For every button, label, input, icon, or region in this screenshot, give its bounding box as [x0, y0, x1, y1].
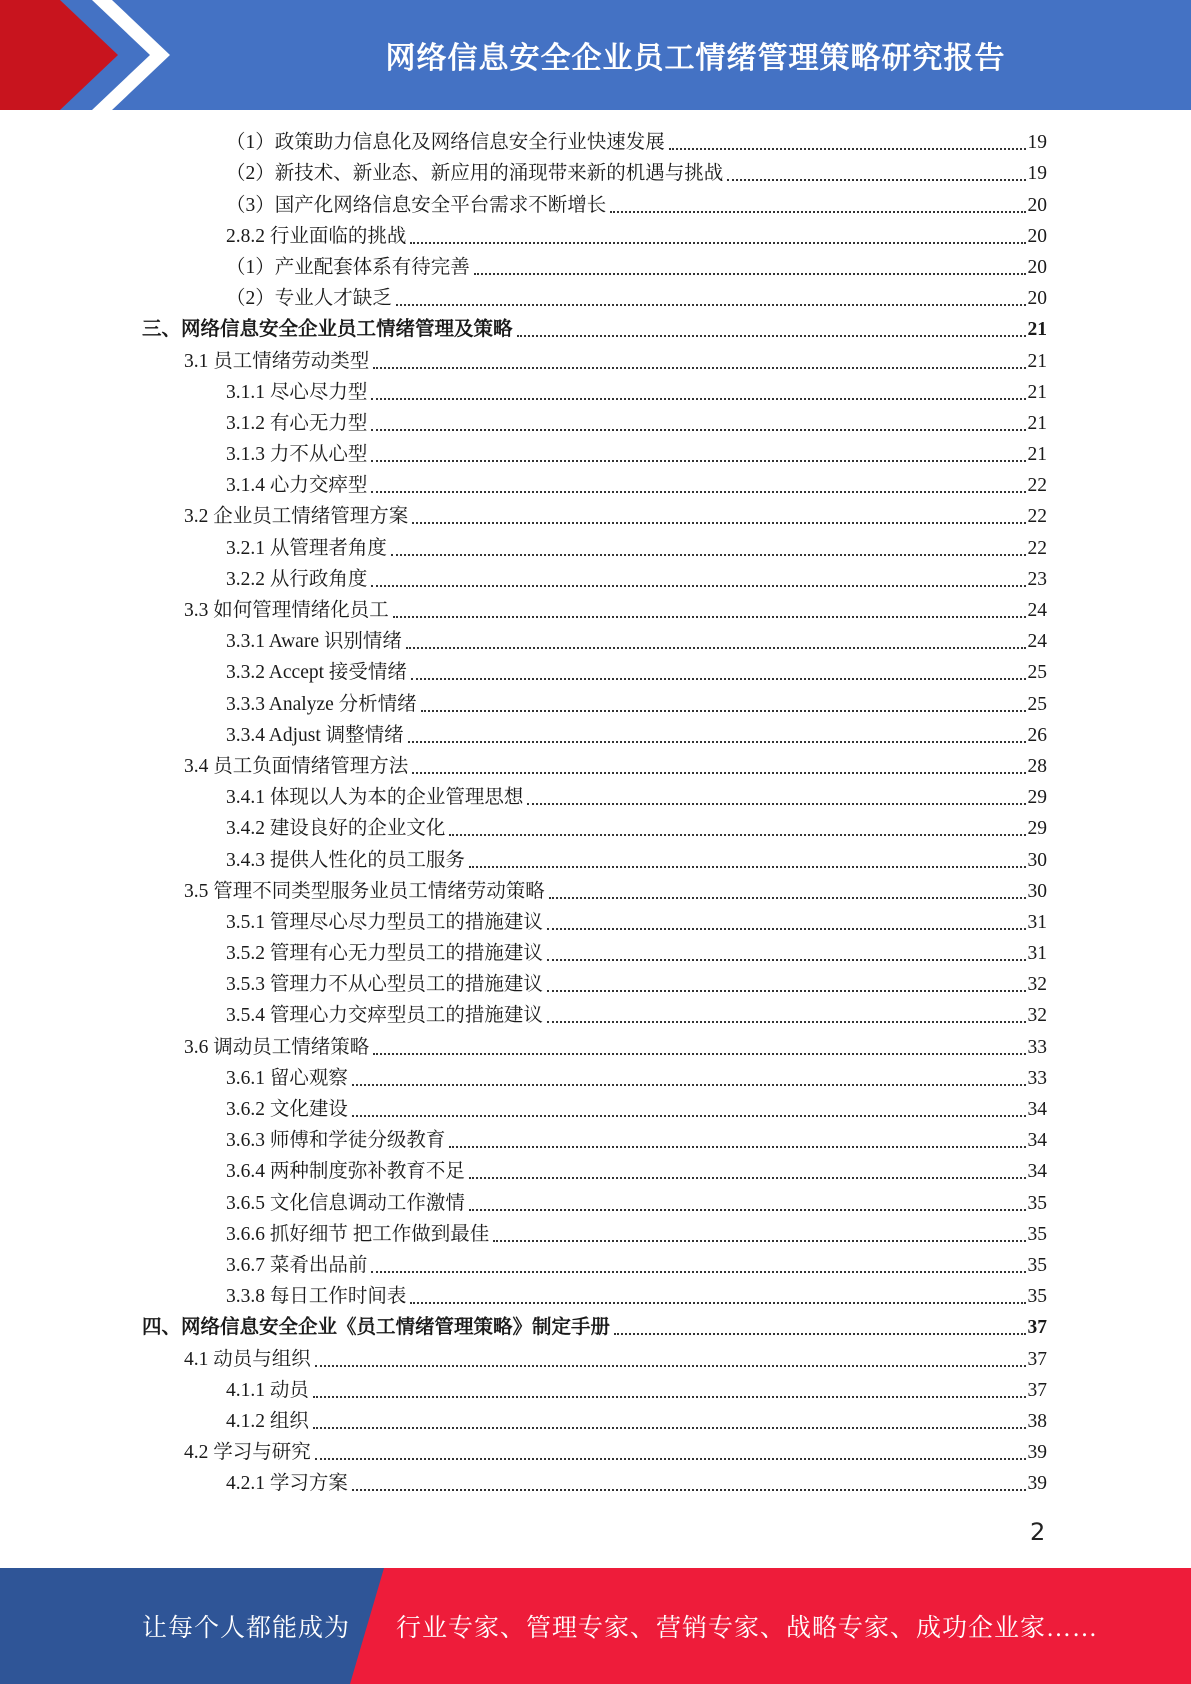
toc-leader-dots — [421, 710, 1026, 712]
toc-entry[interactable] — [142, 1000, 1047, 1031]
footer-slogan-left: 让每个人都能成为 — [142, 1615, 351, 1642]
toc-entry[interactable] — [142, 1468, 1047, 1499]
toc-entry-page: 34 — [1027, 1161, 1047, 1183]
toc-leader-dots — [371, 585, 1025, 587]
toc-entry-page: 22 — [1027, 537, 1047, 559]
toc-leader-dots — [410, 242, 1025, 244]
toc-entry-title: 3.5.4 管理心力交瘁型员工的措施建议 — [226, 1005, 543, 1027]
toc-entry-title: 3.6.1 留心观察 — [226, 1067, 348, 1089]
toc-entry[interactable] — [142, 1437, 1047, 1468]
toc-entry[interactable] — [142, 876, 1047, 907]
toc-entry[interactable] — [142, 782, 1047, 813]
toc-leader-dots — [669, 148, 1026, 150]
toc-leader-dots — [371, 460, 1025, 462]
toc-entry-title: 3.4.1 体现以人为本的企业管理思想 — [226, 787, 524, 809]
toc-leader-dots — [517, 335, 1026, 337]
toc-entry-page: 28 — [1027, 755, 1047, 777]
toc-entry[interactable] — [142, 657, 1047, 688]
toc-entry[interactable] — [142, 501, 1047, 532]
toc-entry-page: 35 — [1027, 1286, 1047, 1308]
toc-entry-page: 31 — [1027, 943, 1047, 965]
toc-entry-title: 4.1 动员与组织 — [184, 1348, 311, 1370]
toc-leader-dots — [371, 1271, 1025, 1273]
toc-entry-title: 3.4 员工负面情绪管理方法 — [184, 755, 409, 777]
toc-leader-dots — [449, 1146, 1025, 1148]
toc-entry[interactable] — [142, 969, 1047, 1000]
toc-entry-page: 35 — [1027, 1254, 1047, 1276]
toc-entry[interactable] — [142, 1187, 1047, 1218]
toc-entry-page: 31 — [1027, 911, 1047, 933]
toc-entry-page: 39 — [1027, 1442, 1047, 1464]
toc-entry[interactable] — [142, 813, 1047, 844]
toc-entry[interactable] — [142, 314, 1047, 345]
toc-entry[interactable] — [142, 252, 1047, 283]
toc-entry[interactable] — [142, 1156, 1047, 1187]
toc-leader-dots — [371, 491, 1025, 493]
toc-leader-dots — [391, 554, 1026, 556]
table-of-contents — [142, 127, 1047, 1499]
toc-entry-page: 33 — [1027, 1067, 1047, 1089]
toc-entry[interactable] — [142, 377, 1047, 408]
page-footer — [0, 1568, 1191, 1684]
toc-entry-title: 3.3.8 每日工作时间表 — [226, 1286, 407, 1308]
toc-entry-title: 3.5.1 管理尽心尽力型员工的措施建议 — [226, 911, 543, 933]
toc-leader-dots — [313, 1427, 1026, 1429]
toc-entry-title: 3.1.3 力不从心型 — [226, 444, 368, 466]
toc-entry-page: 26 — [1027, 724, 1047, 746]
toc-entry[interactable] — [142, 283, 1047, 314]
toc-leader-dots — [315, 1365, 1026, 1367]
toc-entry[interactable] — [142, 345, 1047, 376]
toc-leader-dots — [547, 959, 1026, 961]
toc-leader-dots — [352, 1084, 1026, 1086]
toc-leader-dots — [315, 1458, 1026, 1460]
toc-leader-dots — [408, 741, 1026, 743]
toc-entry[interactable] — [142, 626, 1047, 657]
toc-leader-dots — [727, 179, 1025, 181]
toc-entry-page: 32 — [1027, 974, 1047, 996]
toc-entry-page: 37 — [1027, 1348, 1047, 1370]
toc-entry-title: （2）新技术、新业态、新应用的涌现带来新的机遇与挑战 — [226, 163, 724, 185]
toc-entry-page: 34 — [1027, 1099, 1047, 1120]
toc-leader-dots — [313, 1396, 1026, 1398]
toc-entry-title: 3.4.2 建设良好的企业文化 — [226, 818, 446, 840]
toc-entry[interactable] — [142, 564, 1047, 595]
toc-leader-dots — [412, 772, 1025, 774]
toc-entry-page: 20 — [1027, 256, 1047, 278]
toc-entry-title: 3.6.5 文化信息调动工作激情 — [226, 1192, 465, 1214]
toc-entry-title: 3.1.2 有心无力型 — [226, 412, 368, 434]
toc-entry[interactable] — [142, 938, 1047, 969]
toc-entry-title: 3.1 员工情绪劳动类型 — [184, 350, 370, 372]
toc-entry-page: 23 — [1027, 568, 1047, 590]
toc-entry-title: 3.5.3 管理力不从心型员工的措施建议 — [226, 974, 543, 996]
toc-entry[interactable] — [142, 189, 1047, 220]
toc-leader-dots — [373, 1053, 1025, 1055]
toc-entry[interactable] — [142, 408, 1047, 439]
toc-entry[interactable] — [142, 907, 1047, 938]
toc-entry[interactable] — [142, 1219, 1047, 1250]
toc-entry-title: （1）政策助力信息化及网络信息安全行业快速发展 — [226, 132, 665, 154]
toc-entry-title: 4.2 学习与研究 — [184, 1442, 311, 1464]
toc-leader-dots — [396, 304, 1026, 306]
toc-entry[interactable] — [142, 1094, 1047, 1125]
toc-entry[interactable] — [142, 1312, 1047, 1343]
toc-leader-dots — [412, 522, 1025, 524]
toc-entry-title: 3.6.6 抓好细节 把工作做到最佳 — [226, 1223, 490, 1245]
toc-entry[interactable] — [142, 1406, 1047, 1437]
toc-entry[interactable] — [142, 470, 1047, 501]
toc-entry-page: 20 — [1027, 288, 1047, 310]
toc-entry-page: 22 — [1027, 475, 1047, 497]
footer-slogan-right: 行业专家、管理专家、营销专家、战略专家、成功企业家…… — [396, 1615, 1099, 1642]
toc-entry-title: 3.3.1 Aware 识别情绪 — [226, 631, 402, 653]
toc-entry-page: 37 — [1027, 1317, 1047, 1339]
toc-entry-title: 3.3 如何管理情绪化员工 — [184, 600, 389, 621]
toc-entry-title: （2）专业人才缺乏 — [226, 288, 392, 310]
toc-entry-title: （3）国产化网络信息安全平台需求不断增长 — [226, 194, 607, 216]
toc-entry[interactable] — [142, 439, 1047, 470]
toc-entry-page: 33 — [1027, 1036, 1047, 1058]
page-number: 2 — [1030, 1518, 1046, 1546]
toc-entry-page: 20 — [1027, 225, 1047, 247]
toc-leader-dots — [474, 273, 1026, 275]
toc-entry-page: 21 — [1027, 412, 1047, 434]
toc-leader-dots — [493, 1240, 1025, 1242]
toc-leader-dots — [614, 1333, 1025, 1335]
toc-entry-page: 32 — [1027, 1005, 1047, 1027]
toc-entry-page: 22 — [1027, 506, 1047, 528]
toc-entry-title: 3.6.4 两种制度弥补教育不足 — [226, 1161, 465, 1183]
toc-entry-title: 3.1.4 心力交瘁型 — [226, 475, 368, 497]
toc-entry-title: 3.2.1 从管理者角度 — [226, 537, 387, 559]
toc-leader-dots — [547, 990, 1026, 992]
toc-entry-page: 30 — [1027, 880, 1047, 902]
toc-leader-dots — [547, 928, 1026, 930]
toc-entry-page: 29 — [1027, 787, 1047, 809]
toc-entry-page: 21 — [1027, 381, 1047, 403]
toc-entry-title: 三、网络信息安全企业员工情绪管理及策略 — [142, 319, 513, 341]
toc-leader-dots — [406, 647, 1026, 649]
toc-entry[interactable] — [142, 751, 1047, 782]
toc-entry-title: 3.6.3 师傅和学徒分级教育 — [226, 1130, 446, 1152]
toc-entry-title: 3.1.1 尽心尽力型 — [226, 381, 368, 403]
toc-entry-title: 3.5.2 管理有心无力型员工的措施建议 — [226, 943, 543, 965]
page-header — [0, 0, 1191, 110]
toc-entry-page: 21 — [1027, 350, 1047, 372]
toc-entry-page: 39 — [1027, 1473, 1047, 1495]
toc-leader-dots — [371, 429, 1025, 431]
toc-entry-title: 4.2.1 学习方案 — [226, 1473, 348, 1495]
toc-entry[interactable] — [142, 844, 1047, 875]
toc-entry[interactable] — [142, 1250, 1047, 1281]
toc-entry-page: 19 — [1027, 132, 1047, 154]
toc-entry[interactable] — [142, 127, 1047, 158]
toc-leader-dots — [373, 367, 1025, 369]
toc-entry[interactable] — [142, 1063, 1047, 1094]
toc-entry[interactable] — [142, 158, 1047, 189]
toc-entry-page: 30 — [1027, 849, 1047, 871]
toc-entry-title: （1）产业配套体系有待完善 — [226, 256, 470, 278]
toc-leader-dots — [469, 1177, 1026, 1179]
toc-leader-dots — [547, 1021, 1026, 1023]
toc-leader-dots — [410, 1302, 1025, 1304]
toc-entry-title: 3.3.3 Analyze 分析情绪 — [226, 693, 417, 715]
toc-entry-page: 37 — [1027, 1379, 1047, 1401]
toc-entry[interactable] — [142, 595, 1047, 626]
toc-entry[interactable] — [142, 1375, 1047, 1406]
toc-entry-page: 25 — [1027, 693, 1047, 715]
toc-entry-title: 3.6.7 菜肴出品前 — [226, 1254, 368, 1276]
toc-entry-title: 3.6.2 文化建设 — [226, 1099, 348, 1120]
toc-leader-dots — [610, 211, 1025, 213]
toc-entry[interactable] — [142, 1343, 1047, 1374]
toc-entry-title: 2.8.2 行业面临的挑战 — [226, 225, 407, 247]
toc-entry-title: 3.4.3 提供人性化的员工服务 — [226, 849, 465, 871]
toc-entry-title: 四、网络信息安全企业《员工情绪管理策略》制定手册 — [142, 1317, 611, 1339]
report-title: 网络信息安全企业员工情绪管理策略研究报告 — [385, 41, 1006, 76]
toc-entry-page: 34 — [1027, 1130, 1047, 1152]
toc-entry-page: 25 — [1027, 662, 1047, 684]
toc-entry-title: 3.2.2 从行政角度 — [226, 568, 368, 590]
toc-entry-title: 3.3.2 Accept 接受情绪 — [226, 662, 407, 684]
toc-entry-page: 20 — [1027, 194, 1047, 216]
toc-entry-title: 4.1.2 组织 — [226, 1410, 309, 1432]
toc-leader-dots — [449, 834, 1025, 836]
toc-entry-title: 3.3.4 Adjust 调整情绪 — [226, 724, 404, 746]
toc-leader-dots — [352, 1115, 1026, 1117]
toc-entry-page: 19 — [1027, 163, 1047, 185]
toc-entry-page: 24 — [1027, 631, 1047, 653]
toc-entry-page: 21 — [1027, 444, 1047, 466]
toc-entry-page: 21 — [1027, 319, 1047, 341]
header-arrow-graphic — [0, 0, 200, 110]
toc-entry[interactable] — [142, 221, 1047, 252]
toc-leader-dots — [352, 1489, 1026, 1491]
toc-leader-dots — [527, 803, 1025, 805]
toc-entry-title: 3.2 企业员工情绪管理方案 — [184, 506, 409, 528]
toc-entry[interactable] — [142, 1125, 1047, 1156]
toc-leader-dots — [371, 398, 1025, 400]
toc-entry[interactable] — [142, 532, 1047, 563]
toc-leader-dots — [411, 678, 1026, 680]
toc-entry[interactable] — [142, 720, 1047, 751]
toc-leader-dots — [469, 866, 1026, 868]
toc-leader-dots — [549, 897, 1026, 899]
toc-entry-page: 35 — [1027, 1223, 1047, 1245]
toc-leader-dots — [393, 616, 1026, 618]
toc-leader-dots — [469, 1209, 1026, 1211]
toc-entry-title: 3.5 管理不同类型服务业员工情绪劳动策略 — [184, 880, 545, 902]
toc-entry[interactable] — [142, 1281, 1047, 1312]
toc-entry-page: 24 — [1027, 600, 1047, 621]
toc-entry-title: 3.6 调动员工情绪策略 — [184, 1036, 370, 1058]
toc-entry-page: 29 — [1027, 818, 1047, 840]
toc-entry[interactable] — [142, 1031, 1047, 1062]
toc-entry-page: 38 — [1027, 1410, 1047, 1432]
toc-entry[interactable] — [142, 688, 1047, 719]
toc-entry-title: 4.1.1 动员 — [226, 1379, 309, 1401]
toc-entry-page: 35 — [1027, 1192, 1047, 1214]
